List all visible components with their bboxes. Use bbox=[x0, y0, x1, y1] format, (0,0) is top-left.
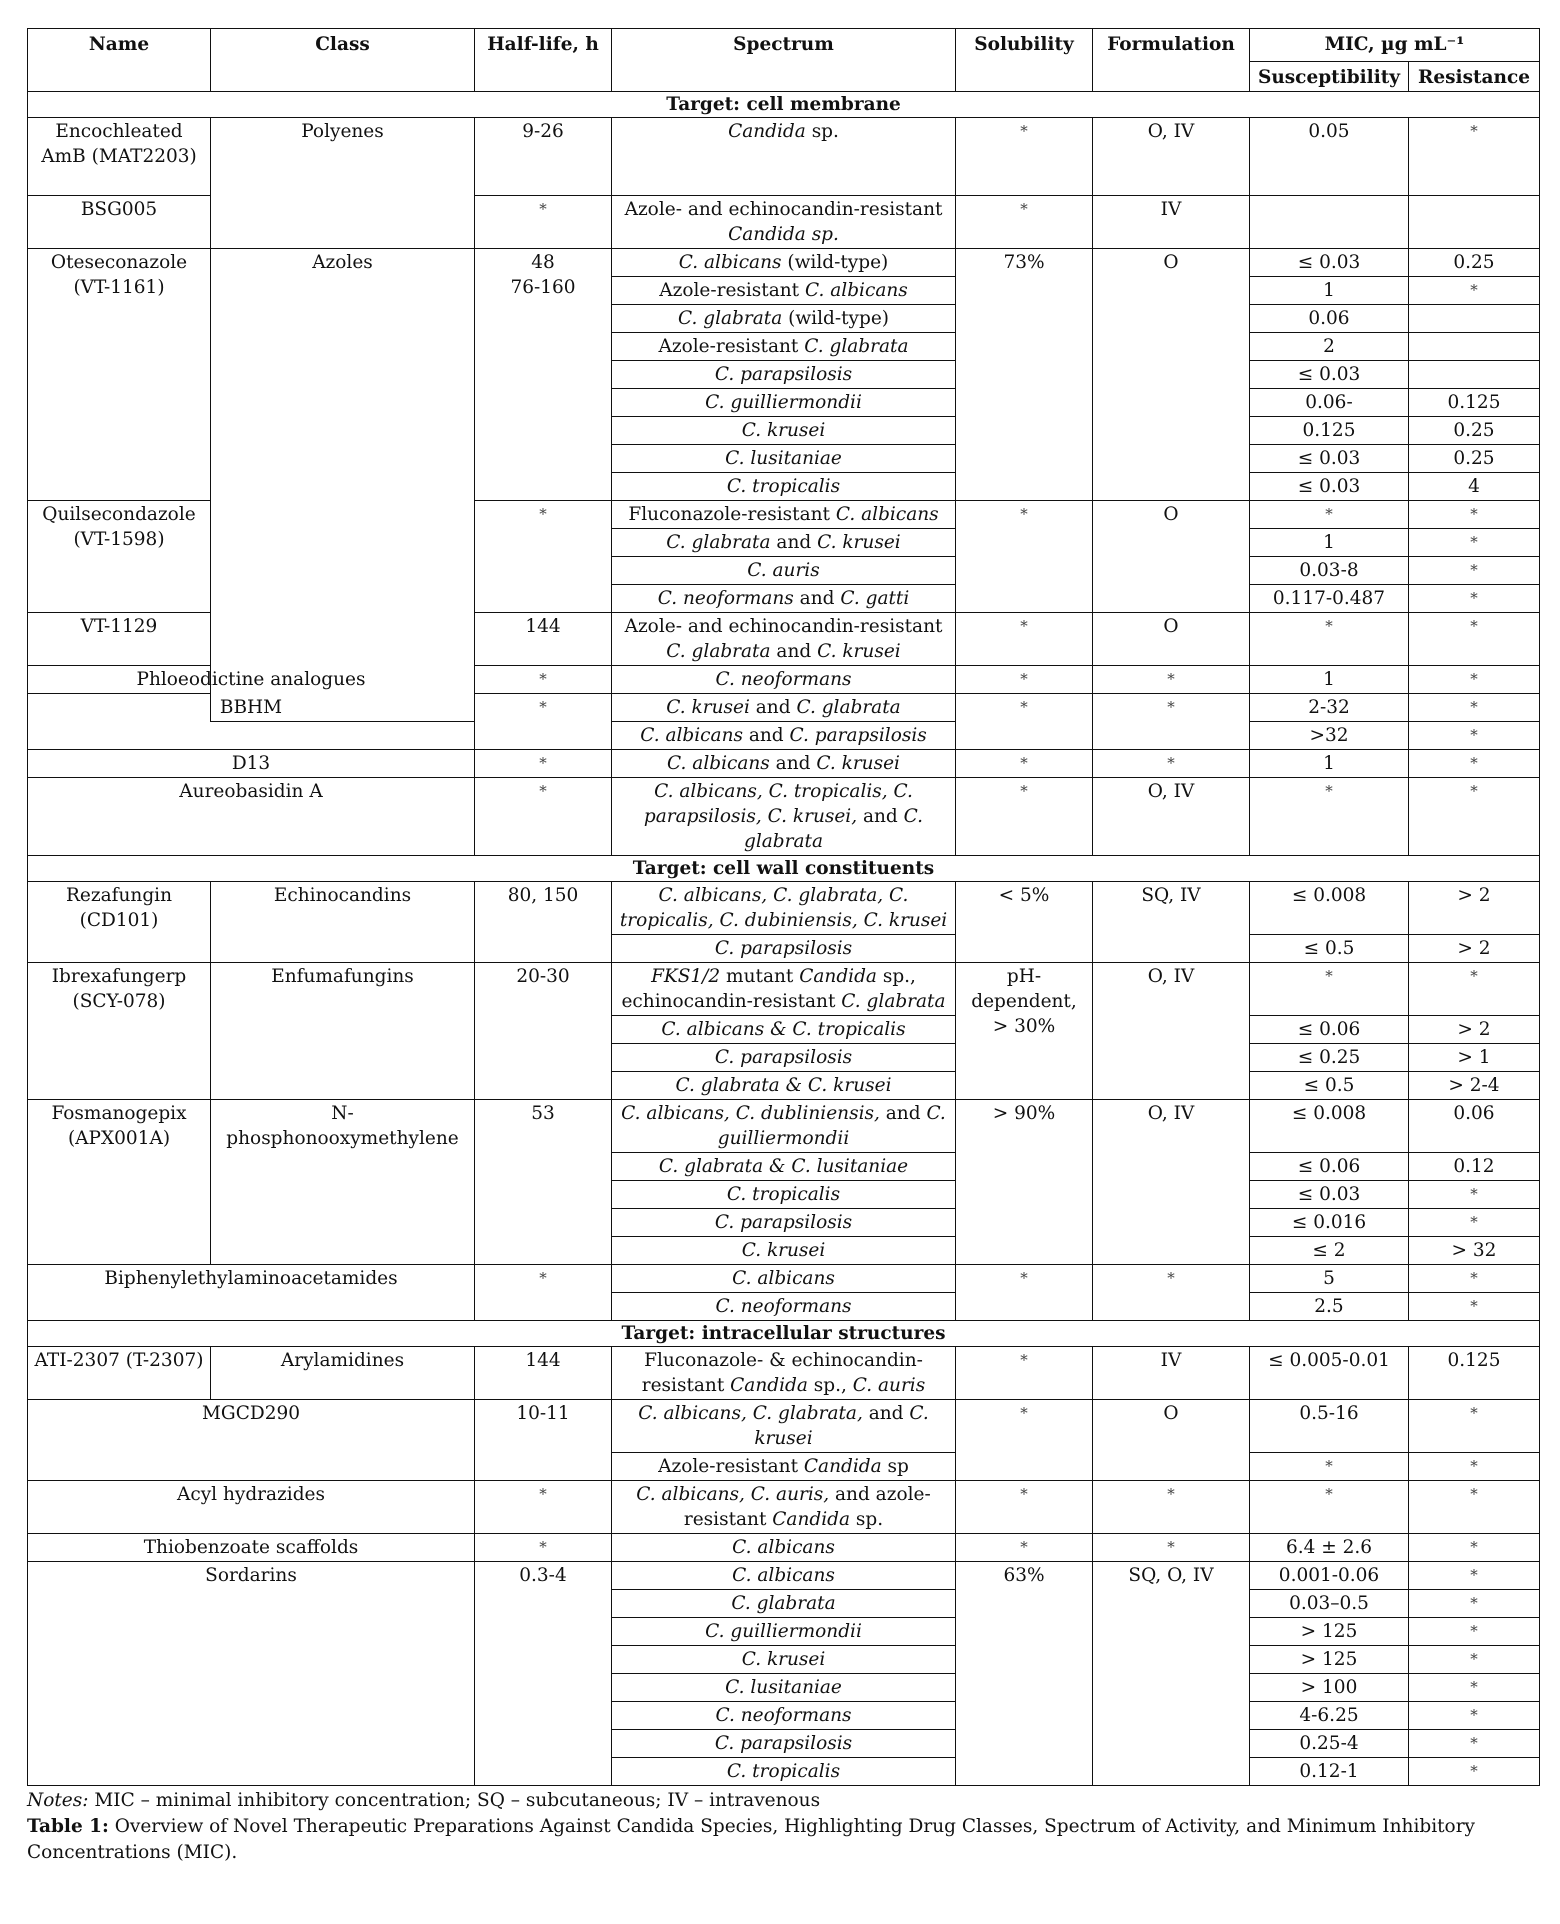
spectrum-cell: Azole- and echinocandin-resistant C. glabrata and C. krusei bbox=[612, 613, 956, 666]
resistance-cell: * bbox=[1409, 1293, 1540, 1321]
halflife-cell: * bbox=[475, 750, 612, 778]
table-notes bbox=[27, 1788, 1539, 1814]
header-formulation: Formulation bbox=[1093, 29, 1250, 92]
susceptibility-cell: 5 bbox=[1250, 1265, 1409, 1293]
halflife-cell: * bbox=[475, 1481, 612, 1534]
resistance-cell: * bbox=[1409, 1209, 1540, 1237]
resistance-cell bbox=[1409, 196, 1540, 249]
formulation-cell: O, IV bbox=[1093, 1100, 1250, 1265]
halflife-cell: * bbox=[475, 778, 612, 856]
halflife-cell: 48 76-160 bbox=[475, 249, 612, 501]
susceptibility-cell: 2.5 bbox=[1250, 1293, 1409, 1321]
resistance-cell: * bbox=[1409, 277, 1540, 305]
susceptibility-cell: ≤ 0.016 bbox=[1250, 1209, 1409, 1237]
spectrum-cell: C. krusei bbox=[612, 1237, 956, 1265]
susceptibility-cell: 0.12-1 bbox=[1250, 1758, 1409, 1786]
resistance-cell: > 2 bbox=[1409, 935, 1540, 963]
resistance-cell: * bbox=[1409, 529, 1540, 557]
spectrum-cell: Azole- and echinocandin-resistant Candida sp. bbox=[612, 196, 956, 249]
spectrum-cell: C. albicans, C. glabrata, C. tropicalis, C. dubiniensis, C. krusei bbox=[612, 882, 956, 935]
header-mic: MIC, µg mL⁻¹ bbox=[1250, 29, 1540, 62]
spectrum-cell: C. albicans & C. tropicalis bbox=[612, 1016, 956, 1044]
resistance-cell: * bbox=[1409, 1590, 1540, 1618]
halflife-cell: 144 bbox=[475, 1347, 612, 1400]
spectrum-cell: C. albicans, C. glabrata, and C. krusei bbox=[612, 1400, 956, 1453]
susceptibility-cell: * bbox=[1250, 963, 1409, 1016]
table-row bbox=[28, 1534, 1540, 1562]
drug-name: BSG005 bbox=[28, 196, 211, 249]
susceptibility-cell: 1 bbox=[1250, 529, 1409, 557]
susceptibility-cell: 0.03–0.5 bbox=[1250, 1590, 1409, 1618]
susceptibility-cell: 4-6.25 bbox=[1250, 1702, 1409, 1730]
resistance-cell: > 2 bbox=[1409, 882, 1540, 935]
resistance-cell: * bbox=[1409, 750, 1540, 778]
section-row bbox=[28, 92, 1540, 118]
resistance-cell: > 32 bbox=[1409, 1237, 1540, 1265]
resistance-cell: * bbox=[1409, 557, 1540, 585]
drug-class: N-phosphonooxymethylene bbox=[211, 1100, 475, 1265]
susceptibility-cell: 6.4 ± 2.6 bbox=[1250, 1534, 1409, 1562]
table-row bbox=[28, 1265, 1540, 1293]
notes-label: Notes: bbox=[27, 1790, 89, 1811]
spectrum-cell: C. neoformans bbox=[612, 1702, 956, 1730]
resistance-cell: * bbox=[1409, 1618, 1540, 1646]
solubility-cell: * bbox=[956, 1481, 1093, 1534]
susceptibility-cell: ≤ 0.5 bbox=[1250, 935, 1409, 963]
table-row bbox=[28, 249, 1540, 277]
drug-name: Acyl hydrazides bbox=[28, 1481, 475, 1534]
section-title: Target: cell membrane bbox=[28, 92, 1540, 118]
susceptibility-cell: > 125 bbox=[1250, 1618, 1409, 1646]
susceptibility-cell: * bbox=[1250, 501, 1409, 529]
resistance-cell: * bbox=[1409, 1265, 1540, 1293]
resistance-cell: 0.12 bbox=[1409, 1153, 1540, 1181]
spectrum-cell: C. krusei and C. glabrata bbox=[612, 694, 956, 722]
drug-name: Ibrexafungerp (SCY-078) bbox=[28, 963, 211, 1100]
table-row bbox=[28, 666, 1540, 694]
formulation-cell: O bbox=[1093, 249, 1250, 501]
spectrum-cell: C. albicans bbox=[612, 1534, 956, 1562]
header-solubility: Solubility bbox=[956, 29, 1093, 92]
spectrum-cell: C. neoformans bbox=[612, 1293, 956, 1321]
susceptibility-cell: ≤ 0.03 bbox=[1250, 249, 1409, 277]
resistance-cell: * bbox=[1409, 1534, 1540, 1562]
susceptibility-cell: ≤ 0.03 bbox=[1250, 473, 1409, 501]
susceptibility-cell: 0.25-4 bbox=[1250, 1730, 1409, 1758]
halflife-cell: * bbox=[475, 1534, 612, 1562]
susceptibility-cell: 0.001-0.06 bbox=[1250, 1562, 1409, 1590]
resistance-cell: * bbox=[1409, 1181, 1540, 1209]
spectrum-cell: C. parapsilosis bbox=[612, 1730, 956, 1758]
susceptibility-cell: * bbox=[1250, 613, 1409, 666]
table-row bbox=[28, 694, 1540, 722]
drug-class: Enfumafungins bbox=[211, 963, 475, 1100]
susceptibility-cell: ≤ 0.03 bbox=[1250, 1181, 1409, 1209]
halflife-cell: 0.3-4 bbox=[475, 1562, 612, 1786]
solubility-cell: * bbox=[956, 196, 1093, 249]
resistance-cell: * bbox=[1409, 1758, 1540, 1786]
drug-name: Rezafungin (CD101) bbox=[28, 882, 211, 963]
formulation-cell: O bbox=[1093, 1400, 1250, 1481]
solubility-cell: > 90% bbox=[956, 1100, 1093, 1265]
susceptibility-cell: ≤ 0.03 bbox=[1250, 445, 1409, 473]
table-row bbox=[28, 963, 1540, 1016]
header-class: Class bbox=[211, 29, 475, 92]
halflife-cell: 20-30 bbox=[475, 963, 612, 1100]
spectrum-cell: C. neoformans and C. gatti bbox=[612, 585, 956, 613]
spectrum-cell: C. glabrata (wild-type) bbox=[612, 305, 956, 333]
drug-name: D13 bbox=[28, 750, 475, 778]
resistance-cell: * bbox=[1409, 1453, 1540, 1481]
resistance-cell: 0.125 bbox=[1409, 389, 1540, 417]
formulation-cell: O, IV bbox=[1093, 963, 1250, 1100]
spectrum-cell: Candida sp. bbox=[612, 118, 956, 196]
notes-text: MIC – minimal inhibitory concentration; SQ – subcutaneous; IV – intravenous bbox=[88, 1790, 821, 1811]
formulation-cell: O bbox=[1093, 501, 1250, 613]
drug-name: Fosmanogepix (APX001A) bbox=[28, 1100, 211, 1265]
resistance-cell: 0.25 bbox=[1409, 417, 1540, 445]
susceptibility-cell: 0.03-8 bbox=[1250, 557, 1409, 585]
spectrum-cell: Azole-resistant Candida sp bbox=[612, 1453, 956, 1481]
solubility-cell: * bbox=[956, 1265, 1093, 1321]
formulation-cell: SQ, IV bbox=[1093, 882, 1250, 963]
halflife-cell: 9-26 bbox=[475, 118, 612, 196]
susceptibility-cell: 0.125 bbox=[1250, 417, 1409, 445]
halflife-cell: * bbox=[475, 1265, 612, 1321]
drug-class: Polyenes bbox=[211, 118, 475, 249]
spectrum-cell: C. tropicalis bbox=[612, 1181, 956, 1209]
solubility-cell: * bbox=[956, 750, 1093, 778]
spectrum-cell: C. guilliermondii bbox=[612, 389, 956, 417]
header-spectrum: Spectrum bbox=[612, 29, 956, 92]
solubility-cell: 73% bbox=[956, 249, 1093, 501]
spectrum-cell: C. parapsilosis bbox=[612, 1209, 956, 1237]
resistance-cell: > 2-4 bbox=[1409, 1072, 1540, 1100]
drug-class: Azoles bbox=[211, 249, 475, 722]
resistance-cell: 0.25 bbox=[1409, 249, 1540, 277]
susceptibility-cell: ≤ 0.03 bbox=[1250, 361, 1409, 389]
spectrum-cell: C. tropicalis bbox=[612, 1758, 956, 1786]
susceptibility-cell: * bbox=[1250, 1453, 1409, 1481]
spectrum-cell: Azole-resistant C. glabrata bbox=[612, 333, 956, 361]
susceptibility-cell: ≤ 0.25 bbox=[1250, 1044, 1409, 1072]
drug-table bbox=[27, 28, 1540, 1786]
section-title: Target: intracellular structures bbox=[28, 1321, 1540, 1347]
spectrum-cell: C. parapsilosis bbox=[612, 935, 956, 963]
susceptibility-cell: * bbox=[1250, 778, 1409, 856]
drug-name: Encochleated AmB (MAT2203) bbox=[28, 118, 211, 196]
solubility-cell: * bbox=[956, 694, 1093, 750]
section-title: Target: cell wall constituents bbox=[28, 856, 1540, 882]
solubility-cell: * bbox=[956, 118, 1093, 196]
table-row bbox=[28, 750, 1540, 778]
halflife-cell: * bbox=[475, 666, 612, 694]
drug-name: Sordarins bbox=[28, 1562, 475, 1786]
table-figure bbox=[27, 28, 1539, 1866]
section-row bbox=[28, 856, 1540, 882]
resistance-cell: * bbox=[1409, 666, 1540, 694]
drug-name: BBHM bbox=[28, 694, 475, 750]
caption-label: Table 1: bbox=[27, 1816, 109, 1837]
susceptibility-cell: 0.117-0.487 bbox=[1250, 585, 1409, 613]
resistance-cell: * bbox=[1409, 1730, 1540, 1758]
solubility-cell: * bbox=[956, 778, 1093, 856]
table-row bbox=[28, 1400, 1540, 1453]
susceptibility-cell: 2 bbox=[1250, 333, 1409, 361]
formulation-cell: IV bbox=[1093, 196, 1250, 249]
spectrum-cell: C. glabrata & C. krusei bbox=[612, 1072, 956, 1100]
halflife-cell: * bbox=[475, 694, 612, 750]
susceptibility-cell: ≤ 0.5 bbox=[1250, 1072, 1409, 1100]
spectrum-cell: C. lusitaniae bbox=[612, 445, 956, 473]
table-row bbox=[28, 1347, 1540, 1400]
header-row bbox=[28, 29, 1540, 62]
drug-name: Quilsecondazole (VT-1598) bbox=[28, 501, 211, 613]
halflife-cell: * bbox=[475, 501, 612, 613]
spectrum-cell: C. albicans, C. dubliniensis, and C. guilliermondii bbox=[612, 1100, 956, 1153]
spectrum-cell: C. albicans and C. parapsilosis bbox=[612, 722, 956, 750]
spectrum-cell: C. krusei bbox=[612, 1646, 956, 1674]
resistance-cell: * bbox=[1409, 1646, 1540, 1674]
halflife-cell: 10-11 bbox=[475, 1400, 612, 1481]
resistance-cell: * bbox=[1409, 722, 1540, 750]
resistance-cell: * bbox=[1409, 585, 1540, 613]
spectrum-cell: C. albicans and C. krusei bbox=[612, 750, 956, 778]
resistance-cell: > 1 bbox=[1409, 1044, 1540, 1072]
spectrum-cell: FKS1/2 mutant Candida sp., echinocandin-resistant C. glabrata bbox=[612, 963, 956, 1016]
resistance-cell: * bbox=[1409, 1702, 1540, 1730]
susceptibility-cell: 0.06- bbox=[1250, 389, 1409, 417]
spectrum-cell: Fluconazole- & echinocandin-resistant Candida sp., C. auris bbox=[612, 1347, 956, 1400]
solubility-cell: 63% bbox=[956, 1562, 1093, 1786]
drug-name: Thiobenzoate scaffolds bbox=[28, 1534, 475, 1562]
drug-name: VT-1129 bbox=[28, 613, 211, 666]
solubility-cell: * bbox=[956, 1534, 1093, 1562]
formulation-cell: O, IV bbox=[1093, 118, 1250, 196]
formulation-cell: * bbox=[1093, 1265, 1250, 1321]
solubility-cell: < 5% bbox=[956, 882, 1093, 963]
susceptibility-cell: 1 bbox=[1250, 277, 1409, 305]
table-row bbox=[28, 1100, 1540, 1153]
susceptibility-cell: ≤ 0.008 bbox=[1250, 1100, 1409, 1153]
resistance-cell: * bbox=[1409, 1481, 1540, 1534]
susceptibility-cell: >32 bbox=[1250, 722, 1409, 750]
susceptibility-cell: 0.05 bbox=[1250, 118, 1409, 196]
susceptibility-cell: ≤ 0.06 bbox=[1250, 1016, 1409, 1044]
formulation-cell: O bbox=[1093, 613, 1250, 666]
formulation-cell: * bbox=[1093, 666, 1250, 694]
formulation-cell: * bbox=[1093, 1481, 1250, 1534]
resistance-cell: * bbox=[1409, 613, 1540, 666]
susceptibility-cell: 2-32 bbox=[1250, 694, 1409, 722]
drug-class: Arylamidines bbox=[211, 1347, 475, 1400]
halflife-cell: 80, 150 bbox=[475, 882, 612, 963]
spectrum-cell: C. albicans (wild-type) bbox=[612, 249, 956, 277]
table-caption bbox=[27, 1814, 1539, 1866]
formulation-cell: * bbox=[1093, 750, 1250, 778]
drug-class: Echinocandins bbox=[211, 882, 475, 963]
susceptibility-cell: 1 bbox=[1250, 666, 1409, 694]
solubility-cell: * bbox=[956, 613, 1093, 666]
drug-name: ATI-2307 (T-2307) bbox=[28, 1347, 211, 1400]
section-row bbox=[28, 1321, 1540, 1347]
drug-name: Biphenylethylaminoacetamides bbox=[28, 1265, 475, 1321]
halflife-cell: 53 bbox=[475, 1100, 612, 1265]
resistance-cell: * bbox=[1409, 778, 1540, 856]
resistance-cell: 0.06 bbox=[1409, 1100, 1540, 1153]
header-resistance: Resistance bbox=[1409, 62, 1540, 92]
solubility-cell: * bbox=[956, 1400, 1093, 1481]
spectrum-cell: C. guilliermondii bbox=[612, 1618, 956, 1646]
resistance-cell: * bbox=[1409, 694, 1540, 722]
spectrum-cell: C. neoformans bbox=[612, 666, 956, 694]
susceptibility-cell: * bbox=[1250, 1481, 1409, 1534]
table-row bbox=[28, 882, 1540, 935]
caption-text: Overview of Novel Therapeutic Preparations Against Candida Species, Highlighting Drug Classes, Spectrum of Activity, and Minimum Inhibitory Concentrations (MIC). bbox=[27, 1816, 1475, 1863]
header-halflife: Half-life, h bbox=[475, 29, 612, 92]
drug-name: Oteseconazole (VT-1161) bbox=[28, 249, 211, 501]
resistance-cell: * bbox=[1409, 501, 1540, 529]
table-row bbox=[28, 1481, 1540, 1534]
halflife-cell: * bbox=[475, 196, 612, 249]
solubility-cell: * bbox=[956, 666, 1093, 694]
spectrum-cell: C. krusei bbox=[612, 417, 956, 445]
resistance-cell bbox=[1409, 305, 1540, 333]
header-susceptibility: Susceptibility bbox=[1250, 62, 1409, 92]
susceptibility-cell: 0.06 bbox=[1250, 305, 1409, 333]
header-name: Name bbox=[28, 29, 211, 92]
formulation-cell: * bbox=[1093, 694, 1250, 750]
table-row bbox=[28, 118, 1540, 196]
resistance-cell: * bbox=[1409, 1400, 1540, 1453]
susceptibility-cell: 1 bbox=[1250, 750, 1409, 778]
resistance-cell: * bbox=[1409, 1674, 1540, 1702]
susceptibility-cell: 0.5-16 bbox=[1250, 1400, 1409, 1453]
halflife-cell: 144 bbox=[475, 613, 612, 666]
spectrum-cell: C. glabrata & C. lusitaniae bbox=[612, 1153, 956, 1181]
susceptibility-cell: ≤ 2 bbox=[1250, 1237, 1409, 1265]
solubility-cell: pH-dependent, > 30% bbox=[956, 963, 1093, 1100]
susceptibility-cell: ≤ 0.008 bbox=[1250, 882, 1409, 935]
spectrum-cell: C. albicans, C. auris, and azole-resistant Candida sp. bbox=[612, 1481, 956, 1534]
resistance-cell: * bbox=[1409, 118, 1540, 196]
spectrum-cell: Azole-resistant C. albicans bbox=[612, 277, 956, 305]
spectrum-cell: C. albicans bbox=[612, 1562, 956, 1590]
resistance-cell bbox=[1409, 361, 1540, 389]
spectrum-cell: C. parapsilosis bbox=[612, 1044, 956, 1072]
spectrum-cell: C. albicans, C. tropicalis, C. parapsilosis, C. krusei, and C. glabrata bbox=[612, 778, 956, 856]
susceptibility-cell: ≤ 0.005-0.01 bbox=[1250, 1347, 1409, 1400]
susceptibility-cell bbox=[1250, 196, 1409, 249]
formulation-cell: IV bbox=[1093, 1347, 1250, 1400]
resistance-cell: > 2 bbox=[1409, 1016, 1540, 1044]
spectrum-cell: C. albicans bbox=[612, 1265, 956, 1293]
drug-name: Aureobasidin A bbox=[28, 778, 475, 856]
susceptibility-cell: > 100 bbox=[1250, 1674, 1409, 1702]
susceptibility-cell: ≤ 0.06 bbox=[1250, 1153, 1409, 1181]
spectrum-cell: C. tropicalis bbox=[612, 473, 956, 501]
resistance-cell: 0.25 bbox=[1409, 445, 1540, 473]
formulation-cell: * bbox=[1093, 1534, 1250, 1562]
drug-name: MGCD290 bbox=[28, 1400, 475, 1481]
susceptibility-cell: > 125 bbox=[1250, 1646, 1409, 1674]
spectrum-cell: C. glabrata and C. krusei bbox=[612, 529, 956, 557]
solubility-cell: * bbox=[956, 501, 1093, 613]
spectrum-cell: C. auris bbox=[612, 557, 956, 585]
solubility-cell: * bbox=[956, 1347, 1093, 1400]
table-row bbox=[28, 1562, 1540, 1590]
spectrum-cell: C. parapsilosis bbox=[612, 361, 956, 389]
spectrum-cell: Fluconazole-resistant C. albicans bbox=[612, 501, 956, 529]
resistance-cell: 4 bbox=[1409, 473, 1540, 501]
drug-name: Phloeodictine analogues bbox=[28, 666, 475, 694]
table-row bbox=[28, 778, 1540, 856]
resistance-cell bbox=[1409, 333, 1540, 361]
resistance-cell: 0.125 bbox=[1409, 1347, 1540, 1400]
formulation-cell: SQ, O, IV bbox=[1093, 1562, 1250, 1786]
spectrum-cell: C. lusitaniae bbox=[612, 1674, 956, 1702]
spectrum-cell: C. glabrata bbox=[612, 1590, 956, 1618]
resistance-cell: * bbox=[1409, 1562, 1540, 1590]
formulation-cell: O, IV bbox=[1093, 778, 1250, 856]
resistance-cell: * bbox=[1409, 963, 1540, 1016]
